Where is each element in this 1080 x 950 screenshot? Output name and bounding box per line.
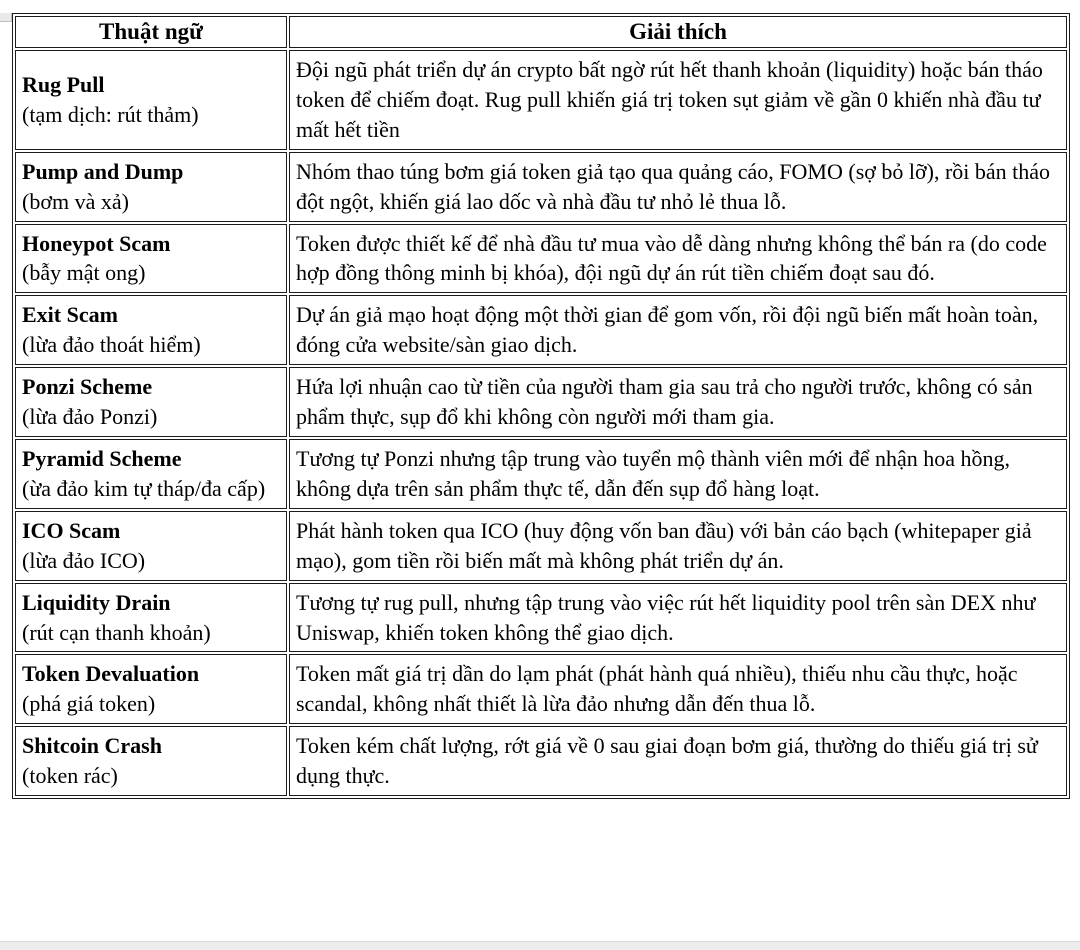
term-cell [15,295,287,365]
term-name: ICO Scam [22,517,121,543]
term-translation: (lừa đảo ICO) [22,547,146,573]
explanation-cell: Hứa lợi nhuận cao từ tiền của người tham gia sau trả cho người trước, không có sản phẩm thực, sụp đổ khi không còn người mới tham gia. [289,367,1067,437]
term-cell [15,152,287,222]
term-translation: (bẫy mật ong) [22,260,146,286]
header-row [15,16,1067,48]
term-translation: (lừa đảo thoát hiểm) [22,332,201,358]
term-name: Pyramid Scheme [22,445,182,471]
table-body [15,50,1067,796]
term-translation: (token rác) [22,763,118,789]
bottom-edge-strip [0,941,1080,950]
term-name: Pump and Dump [22,158,184,184]
term-name: Honeypot Scam [22,230,171,256]
term-cell [15,511,287,581]
term-translation: (tạm dịch: rút thảm) [22,101,199,127]
term-name: Liquidity Drain [22,589,171,615]
term-cell [15,367,287,437]
term-name: Ponzi Scheme [22,374,153,400]
term-name: Shitcoin Crash [22,733,162,759]
table-row [15,224,1067,294]
explanation-cell: Đội ngũ phát triển dự án crypto bất ngờ rút hết thanh khoản (liquidity) hoặc bán tháo token để chiếm đoạt. Rug pull khiến giá trị token sụt giảm về gần 0 khiến nhà đầu tư mất hết tiền [289,50,1067,150]
table-row [15,511,1067,581]
table-header [15,16,1067,48]
explanation-cell: Tương tự rug pull, nhưng tập trung vào việc rút hết liquidity pool trên sàn DEX như Uniswap, khiến token không thể giao dịch. [289,583,1067,653]
explanation-cell: Phát hành token qua ICO (huy động vốn ban đầu) với bản cáo bạch (whitepaper giả mạo), gom tiền rồi biến mất mà không phát triển dự án. [289,511,1067,581]
term-name: Exit Scam [22,302,118,328]
term-translation: (ừa đảo kim tự tháp/đa cấp) [22,475,266,501]
term-name: Token Devaluation [22,661,200,687]
table-row [15,726,1067,796]
explanation-cell: Tương tự Ponzi nhưng tập trung vào tuyển mộ thành viên mới để nhận hoa hồng, không dựa trên sản phẩm thực tế, dẫn đến sụp đổ hàng loạt. [289,439,1067,509]
table-row [15,152,1067,222]
term-translation: (bơm và xả) [22,188,129,214]
term-cell [15,654,287,724]
page-corner-artifact [0,13,12,22]
term-translation: (lừa đảo Ponzi) [22,404,158,430]
table-row [15,367,1067,437]
explanation-cell: Token kém chất lượng, rớt giá về 0 sau giai đoạn bơm giá, thường do thiếu giá trị sử dụng thực. [289,726,1067,796]
explanation-cell: Token mất giá trị dần do lạm phát (phát hành quá nhiều), thiếu nhu cầu thực, hoặc scandal, không nhất thiết là lừa đảo nhưng dẫn đến thua lỗ. [289,654,1067,724]
explanation-cell: Nhóm thao túng bơm giá token giả tạo qua quảng cáo, FOMO (sợ bỏ lỡ), rồi bán tháo đột ngột, khiến giá lao dốc và nhà đầu tư nhỏ lẻ thua lỗ. [289,152,1067,222]
explanation-cell: Token được thiết kế để nhà đầu tư mua vào dễ dàng nhưng không thể bán ra (do code hợp đồng thông minh bị khóa), đội ngũ dự án rút tiền chiếm đoạt sau đó. [289,224,1067,294]
term-translation: (phá giá token) [22,691,156,717]
explanation-cell: Dự án giả mạo hoạt động một thời gian để gom vốn, rồi đội ngũ biến mất hoàn toàn, đóng cửa website/sàn giao dịch. [289,295,1067,365]
header-explanation: Giải thích [289,16,1067,48]
crypto-scam-terms-table [12,13,1070,799]
header-term: Thuật ngữ [15,16,287,48]
table-row [15,50,1067,150]
term-translation: (rút cạn thanh khoản) [22,619,211,645]
term-cell [15,583,287,653]
table-row [15,654,1067,724]
term-cell [15,726,287,796]
term-cell [15,439,287,509]
table-row [15,439,1067,509]
term-name: Rug Pull [22,71,105,97]
table-row [15,583,1067,653]
table-row [15,295,1067,365]
term-cell [15,50,287,150]
term-cell [15,224,287,294]
